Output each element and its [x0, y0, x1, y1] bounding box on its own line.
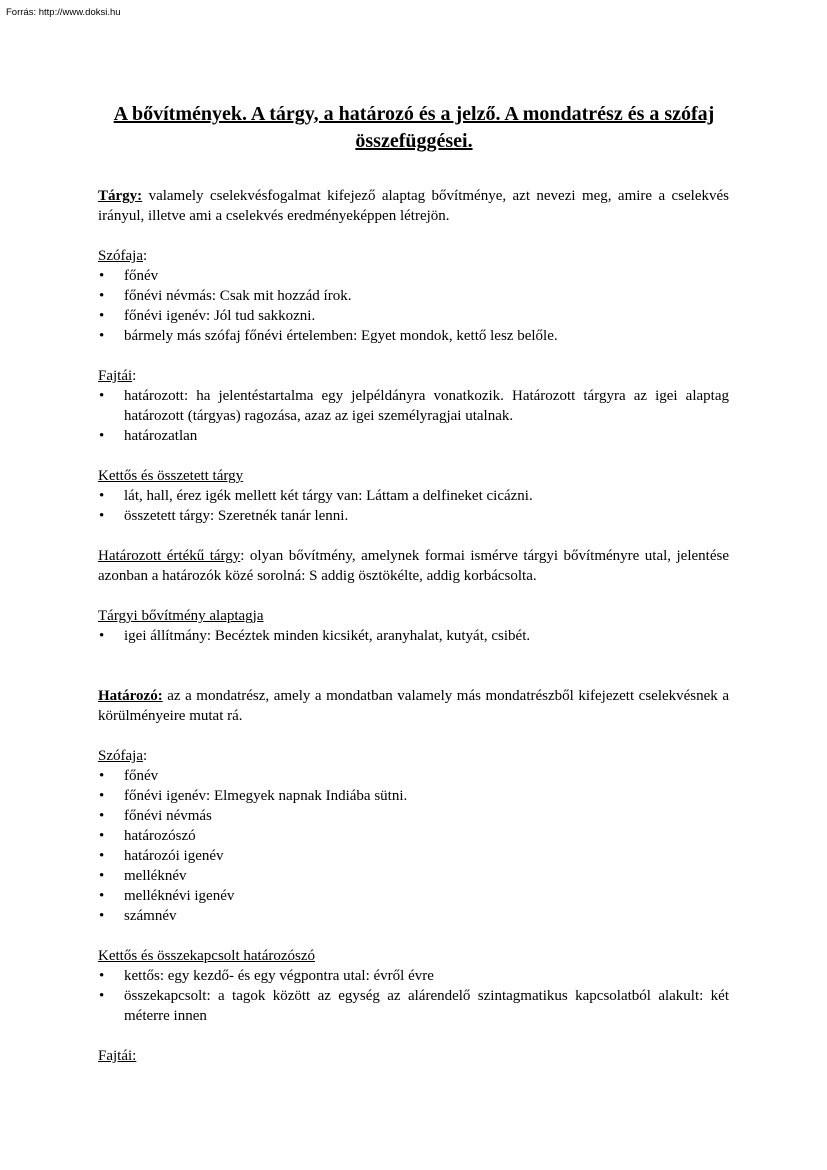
list-item: • főnévi névmás	[99, 808, 212, 824]
hatarozo-definition-text: az a mondatrész, amely a mondatban valamely más mondatrészből kifejezett cselekvésnek a körülményeire mutat rá.	[98, 688, 729, 724]
bullet-icon: •	[99, 888, 105, 904]
bullet-icon: •	[99, 988, 105, 1004]
list-item: • határozói igenév	[99, 848, 224, 864]
targy-definition-text: valamely cselekvésfogalmat kifejező alaptag bővítménye, azt nevezi meg, amire a cselekvés irányul, illetve ami a cselekvés eredményeképpen létrejön.	[98, 188, 729, 224]
bullet-icon: •	[99, 328, 105, 344]
bullet-icon: •	[99, 848, 105, 864]
hatarozott-erteku-text: : olyan bővítmény, amelynek formai ismérve tárgyi bővítményre utal, jelentése azonban a határozók közé sorolná: S addig ösztökélte, addig korbácsolta.	[98, 548, 729, 584]
source-url: Forrás: http://www.doksi.hu	[6, 7, 121, 18]
hatarozo-kettos-heading: Kettős és összekapcsolt határozószó	[98, 948, 316, 964]
bullet-icon: •	[99, 508, 105, 524]
targy-term: Tárgy:	[98, 188, 143, 204]
targy-alaptag-list	[98, 626, 729, 646]
list-item: • határozatlan	[99, 428, 198, 444]
list-item: • főnévi névmás: Csak mit hozzád írok.	[99, 288, 352, 304]
document-body	[98, 186, 729, 1066]
hatarozo-term: Határozó:	[98, 688, 163, 704]
bullet-icon: •	[99, 868, 105, 884]
hatarozott-erteku-paragraph	[98, 546, 729, 586]
targy-fajtai-heading: Fajtái	[98, 368, 133, 384]
targy-definition	[98, 186, 729, 226]
list-item: • főnévi igenév: Elmegyek napnak Indiába sütni.	[99, 788, 408, 804]
list-item: • lát, hall, érez igék mellett két tárgy van: Láttam a delfineket cicázni.	[99, 488, 533, 504]
bullet-icon: •	[99, 628, 105, 644]
targy-szofaja-heading-line: Szófaja:	[98, 248, 148, 264]
targy-kettos-list	[98, 486, 729, 526]
targy-alaptag-heading-line	[98, 606, 729, 626]
hatarozo-fajtai-heading: Fajtái:	[98, 1048, 137, 1064]
hatarozo-szofaja-heading-line: Szófaja:	[98, 748, 148, 764]
hatarozo-szofaja-heading: Szófaja	[98, 748, 143, 764]
list-item: • határozott: ha jelentéstartalma egy jelpéldányra vonatkozik. Határozott tárgyra az igei alaptag határozott (tárgyas) ragozása, azaz az igei személyragjai utalnak.	[99, 388, 729, 424]
bullet-icon: •	[99, 308, 105, 324]
bullet-icon: •	[99, 288, 105, 304]
bullet-icon: •	[99, 968, 105, 984]
targy-szofaja-list	[98, 266, 729, 346]
targy-szofaja-heading: Szófaja	[98, 248, 143, 264]
bullet-icon: •	[99, 808, 105, 824]
hatarozo-fajtai-heading-line	[98, 1046, 729, 1066]
hatarozo-definition	[98, 686, 729, 726]
list-item: • főnév	[99, 768, 159, 784]
list-item: • számnév	[99, 908, 177, 924]
bullet-icon: •	[99, 828, 105, 844]
page-title: A bővítmények. A tárgy, a határozó és a jelző. A mondatrész és a szófaj összefüggései.	[113, 103, 715, 152]
bullet-icon: •	[99, 908, 105, 924]
bullet-icon: •	[99, 768, 105, 784]
targy-fajtai-list	[98, 386, 729, 446]
targy-kettos-heading-line	[98, 466, 729, 486]
hatarozo-kettos-list	[98, 966, 729, 1026]
list-item: • határozószó	[99, 828, 196, 844]
list-item: • összetett tárgy: Szeretnék tanár lenni.	[99, 508, 349, 524]
targy-fajtai-heading-line: Fajtái:	[98, 368, 137, 384]
list-item: • melléknévi igenév	[99, 888, 235, 904]
list-item: • igei állítmány: Becéztek minden kicsikét, aranyhalat, kutyát, csibét.	[99, 628, 531, 644]
list-item: • főnévi igenév: Jól tud sakkozni.	[99, 308, 316, 324]
targy-alaptag-heading: Tárgyi bővítmény alaptagja	[98, 608, 264, 624]
list-item: • főnév	[99, 268, 159, 284]
hatarozott-erteku-term: Határozott értékű tárgy	[98, 548, 241, 564]
bullet-icon: •	[99, 788, 105, 804]
list-item: • bármely más szófaj főnévi értelemben: Egyet mondok, kettő lesz belőle.	[99, 328, 558, 344]
bullet-icon: •	[99, 268, 105, 284]
bullet-icon: •	[99, 428, 105, 444]
hatarozo-szofaja-list	[98, 766, 729, 926]
list-item: • összekapcsolt: a tagok között az egység az alárendelő szintagmatikus kapcsolatból alakult: két méterre innen	[99, 988, 729, 1024]
list-item: • melléknév	[99, 868, 187, 884]
hatarozo-kettos-heading-line	[98, 946, 729, 966]
bullet-icon: •	[99, 388, 105, 404]
bullet-icon: •	[99, 488, 105, 504]
targy-kettos-heading: Kettős és összetett tárgy	[98, 468, 244, 484]
list-item: • kettős: egy kezdő- és egy végpontra utal: évről évre	[99, 968, 434, 984]
